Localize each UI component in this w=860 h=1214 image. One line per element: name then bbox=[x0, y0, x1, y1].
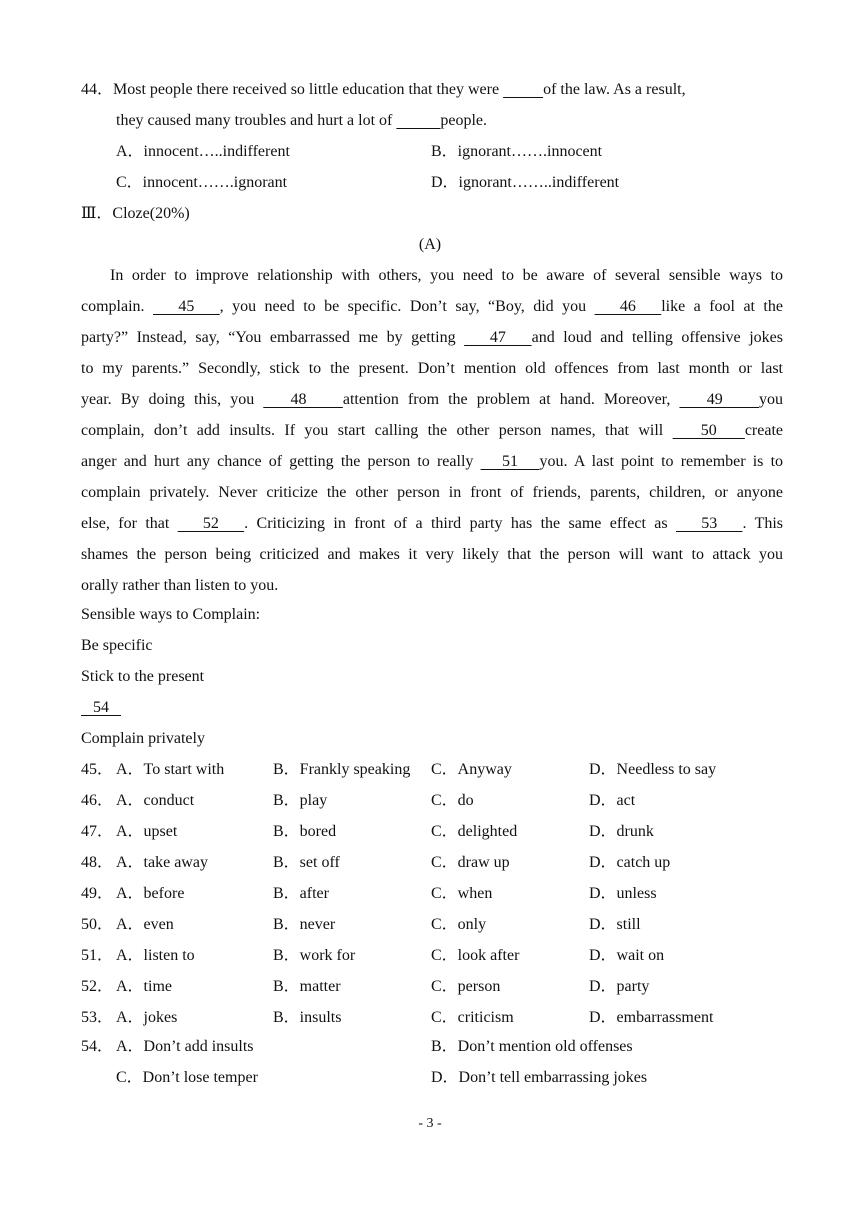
passage-text: like a fool at the bbox=[661, 298, 783, 315]
option-b: B．Frankly speaking bbox=[273, 761, 411, 778]
q44-line1-suffix: of the law. As a result, bbox=[543, 81, 686, 98]
option-a: A．even bbox=[116, 916, 174, 933]
passage-text: else, for that bbox=[81, 515, 178, 532]
q44-line2-suffix: people. bbox=[440, 112, 488, 129]
passage-text: to my parents.” Secondly, stick to the present. Don’t mention old offences from last month or last bbox=[81, 360, 783, 377]
q54-number: 54． bbox=[81, 1038, 114, 1055]
option-d: D．party bbox=[589, 978, 650, 995]
q44-line1-prefix: 44．Most people there received so little education that they were bbox=[81, 81, 504, 98]
question-number: 50． bbox=[81, 916, 114, 933]
passage-text: . This bbox=[742, 515, 784, 532]
question-number: 45． bbox=[81, 761, 114, 778]
option-c: C．delighted bbox=[431, 823, 518, 840]
section-title: Ⅲ．Cloze(20%) bbox=[81, 205, 190, 222]
cloze-blank: 52 bbox=[177, 515, 245, 532]
option-b: B．work for bbox=[273, 947, 356, 964]
question-number: 47． bbox=[81, 823, 114, 840]
question-number: 46． bbox=[81, 792, 114, 809]
option-d: D．Needless to say bbox=[589, 761, 717, 778]
q44-line1 bbox=[81, 80, 686, 100]
passage-line bbox=[81, 514, 783, 534]
passage-label: (A) bbox=[418, 236, 442, 253]
q44-line2-prefix: they caused many troubles and hurt a lot of bbox=[116, 112, 397, 129]
summary-item-2: Stick to the present bbox=[81, 668, 205, 685]
passage-text: complain privately. Never criticize the other person in front of friends, parents, children, or anyone bbox=[81, 484, 783, 501]
passage-text: In order to improve relationship with others, you need to be aware of several sensible ways to bbox=[110, 267, 783, 284]
option-a: A．To start with bbox=[116, 761, 225, 778]
option-a: A．listen to bbox=[116, 947, 195, 964]
option-d: D．catch up bbox=[589, 854, 671, 871]
cloze-blank: 45 bbox=[152, 298, 220, 315]
q44-option-b: B．ignorant…….innocent bbox=[431, 143, 603, 160]
passage-text: you bbox=[759, 391, 784, 408]
cloze-blank: 48 bbox=[263, 391, 343, 408]
option-d: D．act bbox=[589, 792, 636, 809]
passage-text: . Criticizing in front of a third party has the same effect as bbox=[244, 515, 677, 532]
question-number: 52． bbox=[81, 978, 114, 995]
option-c: C．do bbox=[431, 792, 474, 809]
question-number: 53． bbox=[81, 1009, 114, 1026]
passage-line bbox=[81, 328, 783, 348]
passage-line bbox=[110, 266, 783, 286]
passage-line bbox=[81, 421, 783, 441]
option-b: B．set off bbox=[273, 854, 340, 871]
passage-text: party?” Instead, say, “You embarrassed me by getting bbox=[81, 329, 465, 346]
option-d: D．unless bbox=[589, 885, 657, 902]
passage-line bbox=[81, 390, 783, 410]
option-c: C．Anyway bbox=[431, 761, 512, 778]
option-b: B．bored bbox=[273, 823, 337, 840]
option-c: C．criticism bbox=[431, 1009, 514, 1026]
summary-item-3-blank bbox=[81, 698, 121, 718]
option-a: A．before bbox=[116, 885, 185, 902]
cloze-blank: 53 bbox=[676, 515, 743, 532]
passage-text: year. By doing this, you bbox=[81, 391, 264, 408]
option-a: A．upset bbox=[116, 823, 178, 840]
option-c: C．draw up bbox=[431, 854, 510, 871]
passage-line bbox=[81, 576, 278, 596]
q54-option-d: D．Don’t tell embarrassing jokes bbox=[431, 1069, 648, 1086]
cloze-blank: 50 bbox=[672, 422, 745, 439]
q54-option-a: A．Don’t add insults bbox=[116, 1038, 254, 1055]
passage-text: anger and hurt any chance of getting the person to really bbox=[81, 453, 481, 470]
passage-text: you. A last point to remember is to bbox=[539, 453, 784, 470]
passage-line bbox=[81, 483, 783, 503]
cloze-blank: 47 bbox=[464, 329, 532, 346]
passage-text: and loud and telling offensive jokes bbox=[531, 329, 784, 346]
option-c: C．person bbox=[431, 978, 501, 995]
option-c: C．only bbox=[431, 916, 487, 933]
q44-option-c: C．innocent…….ignorant bbox=[116, 174, 288, 191]
passage-line bbox=[81, 452, 783, 472]
passage-text: create bbox=[744, 422, 784, 439]
question-number: 48． bbox=[81, 854, 114, 871]
question-number: 49． bbox=[81, 885, 114, 902]
option-b: B．play bbox=[273, 792, 328, 809]
option-a: A．time bbox=[116, 978, 172, 995]
q54-option-c: C．Don’t lose temper bbox=[116, 1069, 258, 1086]
option-d: D．drunk bbox=[589, 823, 654, 840]
option-c: C．when bbox=[431, 885, 493, 902]
passage-line bbox=[81, 359, 783, 379]
summary-item-4: Complain privately bbox=[81, 730, 205, 747]
q44-line2 bbox=[116, 111, 487, 131]
passage-line bbox=[81, 545, 783, 565]
option-b: B．matter bbox=[273, 978, 341, 995]
passage-line bbox=[81, 297, 783, 317]
option-b: B．after bbox=[273, 885, 329, 902]
passage-text: , you need to be specific. Don’t say, “Boy, did you bbox=[219, 298, 595, 315]
q44-option-a: A．innocent…..indifferent bbox=[116, 143, 290, 160]
option-b: B．insults bbox=[273, 1009, 342, 1026]
q54-option-b: B．Don’t mention old offenses bbox=[431, 1038, 633, 1055]
page-number: - 3 - bbox=[418, 1116, 442, 1131]
q44-blank2 bbox=[396, 112, 440, 129]
passage-text: complain, don’t add insults. If you start calling the other person names, that will bbox=[81, 422, 673, 439]
summary-title: Sensible ways to Complain: bbox=[81, 606, 261, 623]
option-d: D．still bbox=[589, 916, 641, 933]
cloze-blank: 51 bbox=[480, 453, 540, 470]
summary-item-1: Be specific bbox=[81, 637, 153, 654]
option-a: A．take away bbox=[116, 854, 208, 871]
question-number: 51． bbox=[81, 947, 114, 964]
cloze-blank: 46 bbox=[594, 298, 662, 315]
option-d: D．wait on bbox=[589, 947, 665, 964]
q44-option-d: D．ignorant……..indifferent bbox=[431, 174, 620, 191]
passage-text: shames the person being criticized and makes it very likely that the person will want to attack you bbox=[81, 546, 783, 563]
passage-text: orally rather than listen to you. bbox=[81, 577, 279, 594]
passage-text: complain. bbox=[81, 298, 153, 315]
passage-text: attention from the problem at hand. Moreover, bbox=[342, 391, 680, 408]
cloze-blank: 49 bbox=[679, 391, 760, 408]
option-d: D．embarrassment bbox=[589, 1009, 714, 1026]
option-a: A．conduct bbox=[116, 792, 195, 809]
blank-54: 54 bbox=[81, 699, 121, 716]
option-c: C．look after bbox=[431, 947, 520, 964]
q44-blank1 bbox=[503, 81, 543, 98]
option-b: B．never bbox=[273, 916, 336, 933]
option-a: A．jokes bbox=[116, 1009, 178, 1026]
